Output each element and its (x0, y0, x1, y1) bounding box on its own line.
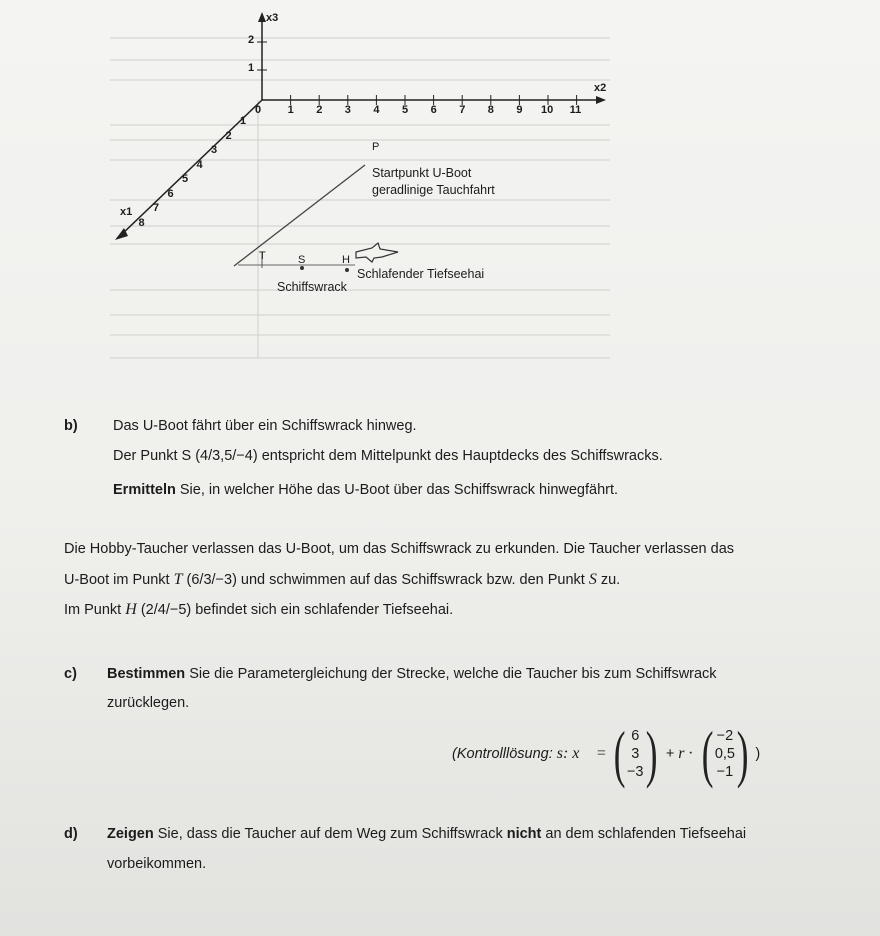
x1-tick-1: 1 (240, 115, 247, 127)
task-d-line1-rest: an dem schlafenden Tiefseehai (541, 826, 747, 842)
task-b-label: b) (64, 418, 78, 434)
intro-line3 (64, 601, 453, 619)
task-d-operator: Zeigen (107, 826, 154, 842)
vector-support: ( 6 3 −3 ) (613, 718, 658, 789)
intro-line2-b: (6/3/−3) und schwimmen auf das Schiffswrack bzw. den Punkt (182, 572, 589, 588)
intro-line3-b: (2/4/−5) befindet sich ein schlafender Tiefseehai. (136, 602, 454, 618)
task-c-label: c) (64, 666, 77, 682)
control-close: ) (755, 746, 761, 762)
intro-point-h: H (125, 601, 137, 618)
task-c-line1-rest: Sie die Parametergleichung der Strecke, welche die Taucher bis zum Schiffswrack (185, 666, 717, 682)
x2-tick-8: 8 (487, 104, 494, 116)
x2-tick-1: 1 (287, 104, 294, 116)
task-d-line1 (107, 825, 746, 843)
task-d-label: d) (64, 826, 78, 842)
x1-tick-6: 6 (167, 187, 174, 200)
x2-tick-0: 0 (255, 104, 262, 116)
vec2-c: −1 (716, 764, 734, 780)
x2-tick-3: 3 (344, 104, 351, 116)
x3-axis-label: x3 (266, 12, 279, 24)
control-lhs: s: x⃗ = (556, 745, 607, 762)
startpoint-label: Startpunkt U-Boot (372, 166, 472, 180)
x2-tick-7: 7 (459, 104, 466, 116)
x3-tick-2: 2 (248, 34, 255, 46)
wreck-label: Schiffswrack (277, 280, 347, 294)
control-solution (452, 718, 761, 789)
shark-icon (356, 243, 398, 262)
x2-tick-4: 4 (373, 104, 380, 116)
shark-label: Schlafender Tiefseehai (357, 267, 485, 281)
task-b-line3 (113, 481, 618, 499)
x2-axis-label: x2 (594, 82, 607, 94)
task-c-line2: zurücklegen. (107, 695, 190, 711)
x1-tick-8: 8 (138, 216, 145, 229)
task-d-line1-mid: Sie, dass die Taucher auf dem Weg zum Schiffswrack (153, 826, 507, 842)
vector-direction: ( −2 0,5 −1 ) (701, 718, 749, 789)
x1-tick-4: 4 (196, 158, 203, 171)
vec1-b: 3 (631, 746, 640, 762)
point-s-label: S (298, 254, 306, 266)
intro-line1: Die Hobby-Taucher verlassen das U-Boot, um das Schiffswrack zu erkunden. Die Taucher verlassen das (64, 541, 735, 557)
vec1-c: −3 (626, 764, 644, 780)
x1-tick-7: 7 (153, 202, 160, 214)
x2-tick-6: 6 (430, 104, 437, 116)
vec2-a: −2 (716, 728, 734, 744)
task-b-operator: Ermitteln (113, 482, 176, 498)
intro-point-t: T (173, 571, 183, 588)
x2-tick-2: 2 (316, 104, 323, 116)
x2-tick-11: 11 (569, 104, 582, 116)
task-c-line1 (107, 665, 717, 683)
x2-tick-10: 10 (541, 104, 554, 116)
x2-tick-9: 9 (516, 104, 523, 116)
intro-line2-c: zu. (596, 572, 621, 588)
background-lines (110, 38, 610, 358)
x2-tick-5: 5 (402, 104, 409, 116)
dive-label: geradlinige Tauchfahrt (372, 183, 495, 197)
point-p-label: P (372, 141, 380, 153)
task-b-line1: Das U-Boot fährt über ein Schiffswrack hinweg. (113, 418, 417, 434)
plus-sign: + (665, 746, 675, 762)
vec1-a: 6 (631, 728, 640, 744)
vec2-b: 0,5 (714, 746, 736, 762)
task-d-emphasis: nicht (506, 826, 542, 842)
x1-tick-3: 3 (211, 144, 218, 156)
point-h-label: H (342, 254, 350, 266)
x1-axis-label: x1 (120, 206, 133, 218)
task-d-line2: vorbeikommen. (107, 856, 207, 872)
task-b-line2: Der Punkt S (4/3,5/−4) entspricht dem Mittelpunkt des Hauptdecks des Schiffswracks. (113, 448, 663, 464)
intro-line3-a: Im Punkt (64, 602, 126, 618)
task-b-line3-rest: Sie, in welcher Höhe das U-Boot über das Schiffswrack hinwegfährt. (175, 482, 619, 498)
x1-tick-5: 5 (182, 173, 189, 185)
task-c-operator: Bestimmen (107, 666, 186, 682)
control-label: (Kontrolllösung: (452, 746, 553, 762)
intro-line2-a: U-Boot im Punkt (64, 572, 174, 588)
parameter-r: r · (678, 745, 693, 762)
x3-tick-1: 1 (248, 62, 255, 74)
intro-point-s: S (588, 571, 597, 588)
x1-tick-2: 2 (225, 129, 232, 142)
intro-line2 (64, 571, 620, 589)
point-t-label: T (259, 250, 266, 262)
